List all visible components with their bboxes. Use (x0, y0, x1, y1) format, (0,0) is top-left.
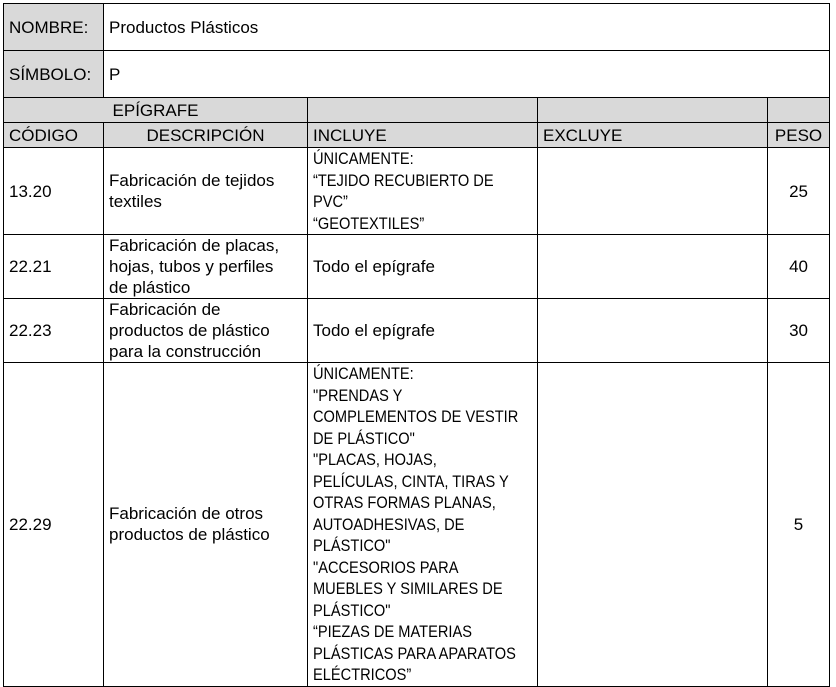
epigrafe-header: EPÍGRAFE (4, 98, 308, 123)
table-row (4, 299, 830, 363)
incluye-header: INCLUYE (308, 123, 538, 148)
row-peso: 40 (768, 235, 830, 299)
simbolo-label: SÍMBOLO: (4, 51, 104, 98)
nombre-row (4, 4, 830, 51)
row-incluye: Todo el epígrafe (308, 299, 538, 363)
epigrafe-peso-blank (768, 98, 830, 123)
row-descripcion: Fabricación de tejidos textiles (104, 148, 308, 235)
epigrafe-incluye-blank (308, 98, 538, 123)
column-header-row (4, 123, 830, 148)
table-row (4, 235, 830, 299)
epigrafe-excluye-blank (538, 98, 768, 123)
peso-header: PESO (768, 123, 830, 148)
simbolo-row (4, 51, 830, 98)
epigrafe-row (4, 98, 830, 123)
row-codigo: 22.23 (4, 299, 104, 363)
row-codigo: 13.20 (4, 148, 104, 235)
document-page (3, 3, 829, 684)
row-incluye-cell (308, 148, 538, 235)
row-incluye-cell (308, 363, 538, 687)
row-incluye: Todo el epígrafe (308, 235, 538, 299)
row-excluye (538, 299, 768, 363)
row-codigo: 22.21 (4, 235, 104, 299)
nombre-value: Productos Plásticos (104, 4, 830, 51)
excluye-header: EXCLUYE (538, 123, 768, 148)
row-peso: 30 (768, 299, 830, 363)
row-descripcion: Fabricación de otros productos de plástico (104, 363, 308, 687)
row-excluye (538, 235, 768, 299)
simbolo-value: P (104, 51, 830, 98)
descripcion-header: DESCRIPCIÓN (104, 123, 308, 148)
info-table (3, 3, 830, 687)
table-row (4, 363, 830, 687)
nombre-label: NOMBRE: (4, 4, 104, 51)
row-excluye (538, 363, 768, 687)
row-peso: 25 (768, 148, 830, 235)
row-excluye (538, 148, 768, 235)
row-incluye: ÚNICAMENTE: “TEJIDO RECUBIERTO DE PVC” “GEOTEXTILES” (313, 149, 494, 233)
row-descripcion: Fabricación de productos de plástico para la construcción (104, 299, 308, 363)
row-peso: 5 (768, 363, 830, 687)
codigo-header: CÓDIGO (4, 123, 104, 148)
row-descripcion: Fabricación de placas, hojas, tubos y perfiles de plástico (104, 235, 308, 299)
table-row (4, 148, 830, 235)
row-incluye: ÚNICAMENTE: "PRENDAS Y COMPLEMENTOS DE VESTIR DE PLÁSTICO" "PLACAS, HOJAS, PELÍCULAS, CINTA, TIRAS Y OTRAS FORMAS PLANAS, AUTOADHESIVAS, DE PLÁSTICO" "ACCESORIOS PARA MUEBLES Y SIMILARES DE PLÁSTICO" “PIEZAS DE MATERIAS PLÁSTICAS PARA APARATOS ELÉCTRICOS” (313, 364, 519, 684)
row-codigo: 22.29 (4, 363, 104, 687)
